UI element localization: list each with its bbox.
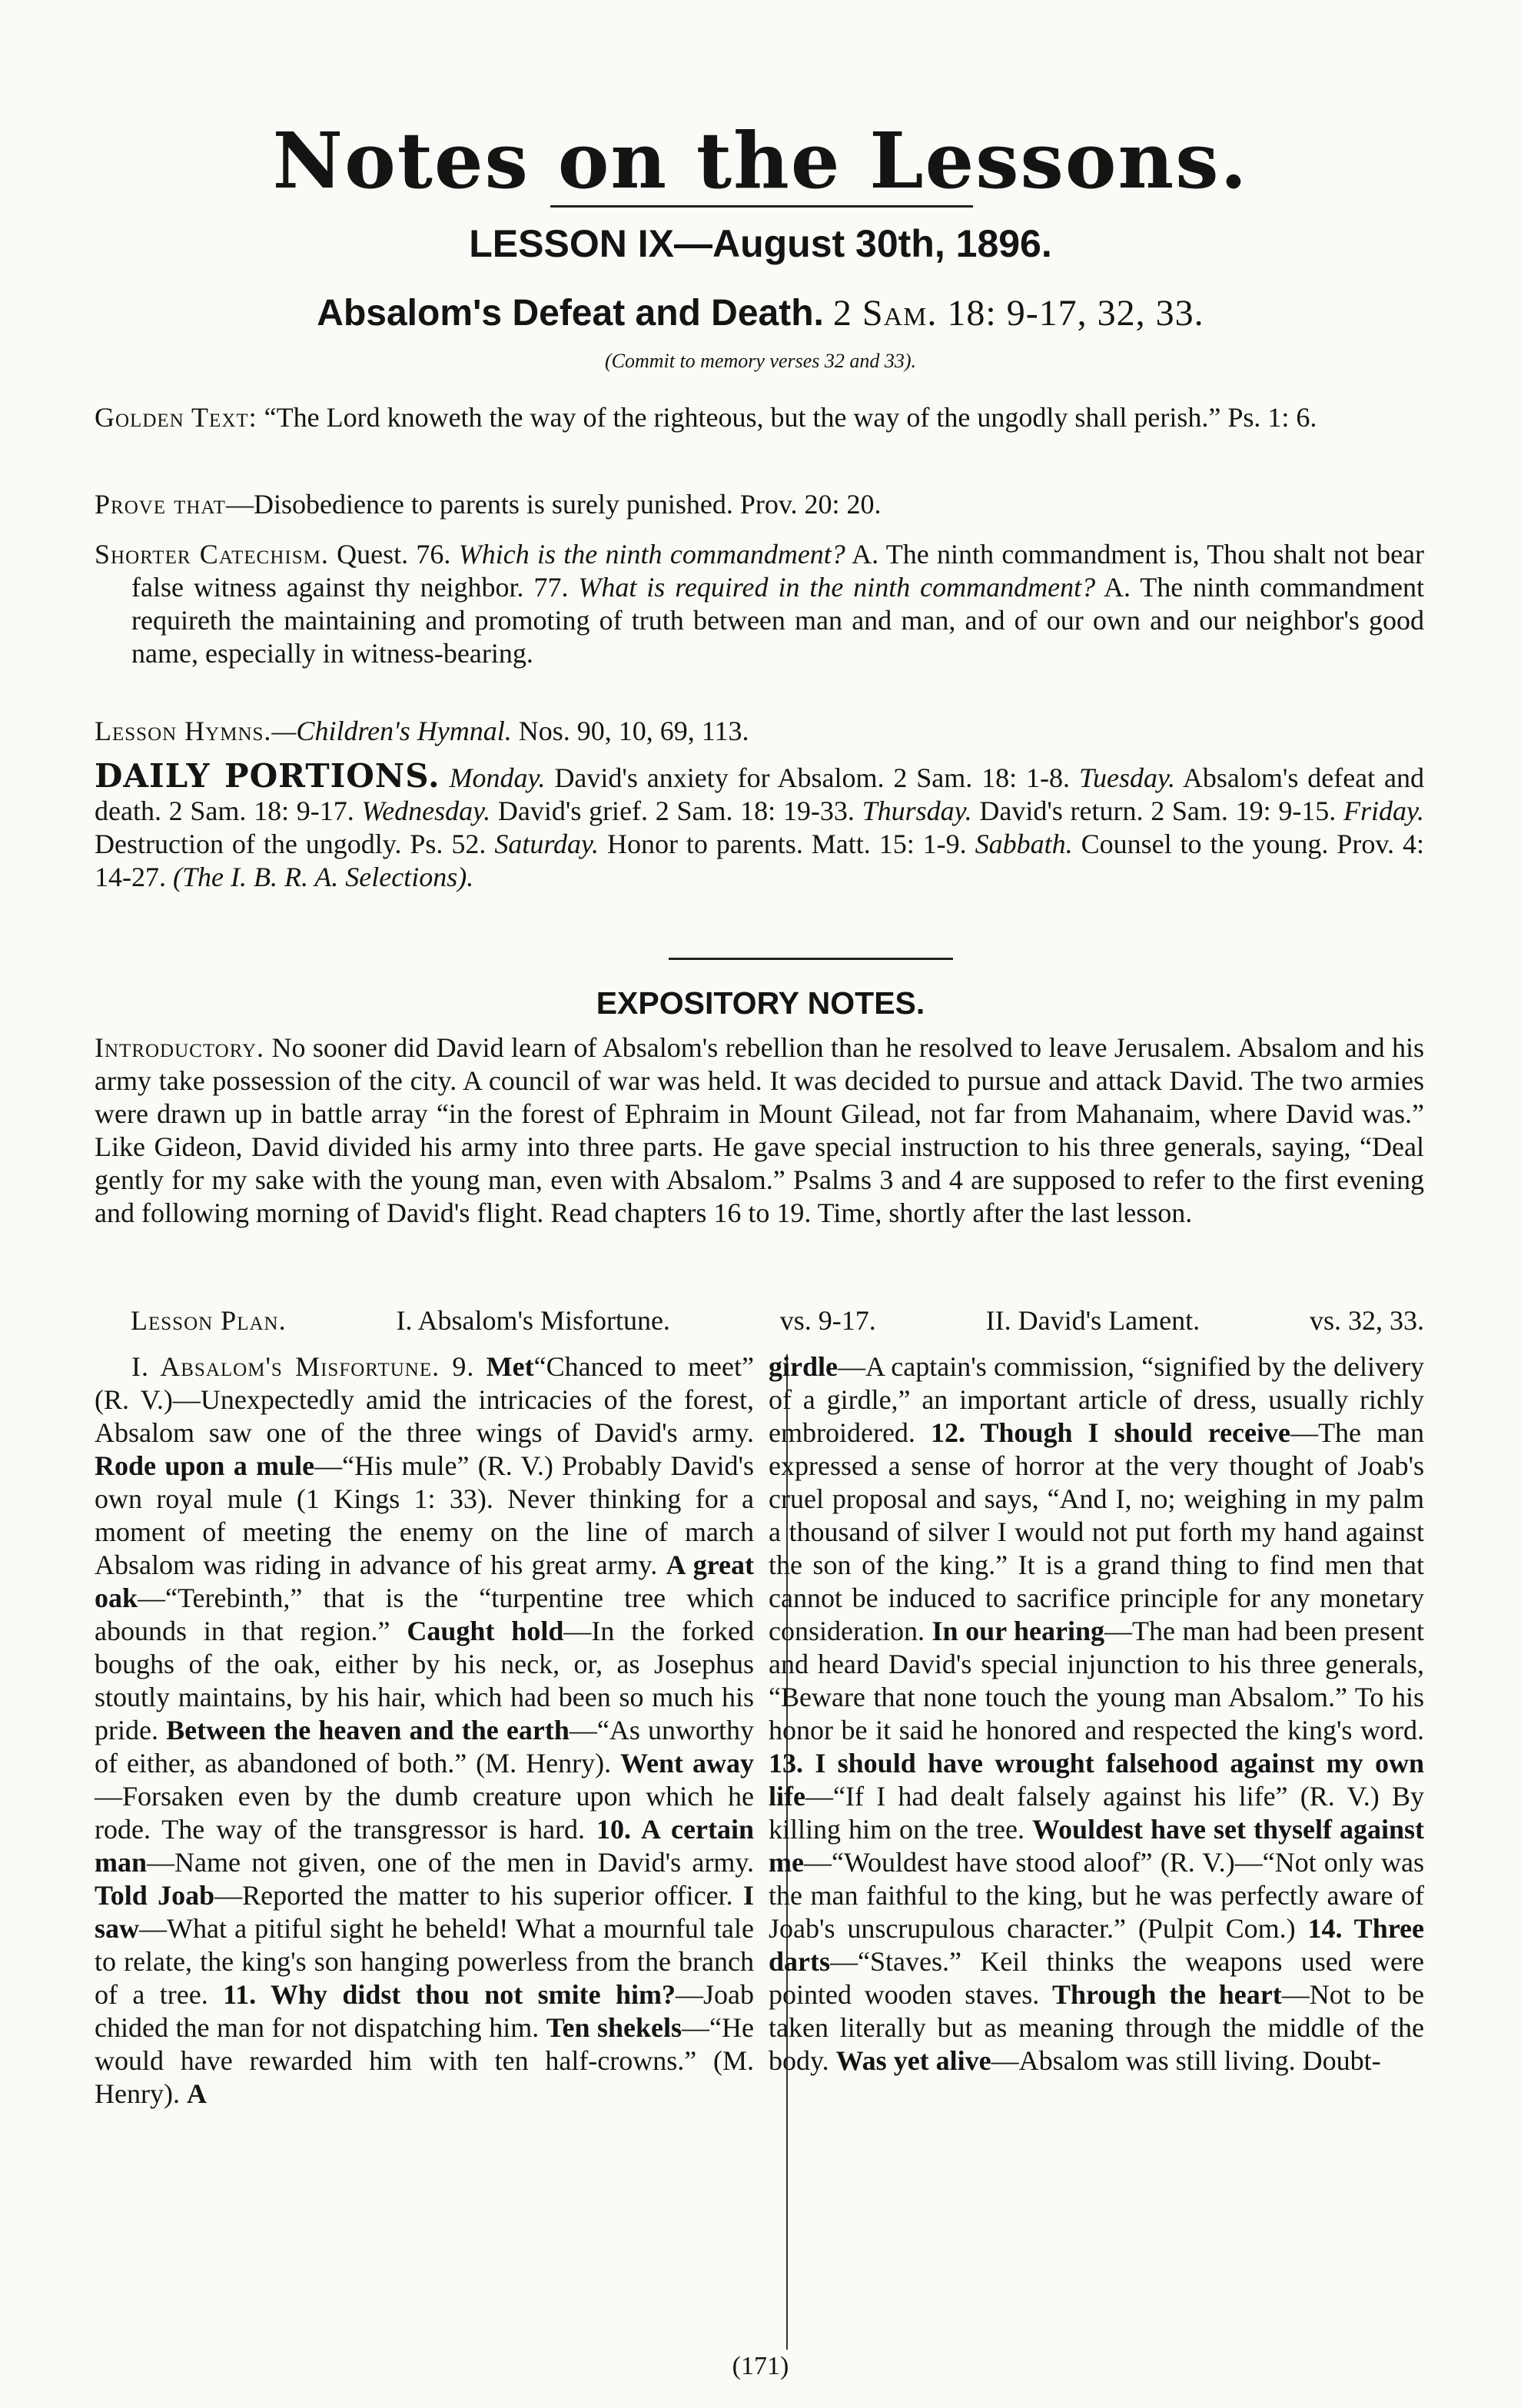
note-text: —Reported the matter to his superior officer.: [214, 1880, 733, 1911]
lesson-plan: [131, 1304, 1424, 1337]
note-keyword: 13. I should have wrought falsehood against my own life: [769, 1748, 1424, 1812]
scripture-reference: 2 Sam. 18: 9-17, 32, 33.: [832, 293, 1204, 334]
introductory-label: Introductory.: [95, 1032, 265, 1063]
note-keyword: 14. Three darts: [769, 1913, 1424, 1977]
prove-that-label: Prove that: [95, 489, 226, 520]
day-wednesday: Wednesday.: [361, 795, 491, 826]
subject-title: Absalom's Defeat and Death.: [317, 293, 824, 334]
lesson-hymns: [95, 715, 1424, 748]
day-wednesday-text: David's grief. 2 Sam. 18: 19-33.: [497, 795, 855, 826]
note-text: —“He would have rewarded him with ten half-crowns.” (M. Henry).: [95, 2012, 755, 2109]
golden-text-body: “The Lord knoweth the way of the righteous, but the way of the ungodly shall perish.” Ps. 1: 6.: [264, 402, 1317, 433]
lesson-plan-part-2-ref: vs. 32, 33.: [1309, 1305, 1424, 1336]
day-friday-text: Destruction of the ungodly. Ps. 52.: [95, 829, 487, 859]
lesson-plan-part-2: II. David's Lament.: [985, 1305, 1201, 1336]
note-text: “Chanced to meet” (R. V.)—Unexpectedly amid the intricacies of the forest, Absalom saw one of the three wings of David's army.: [95, 1351, 754, 1448]
note-text: —Forsaken even by the dumb creature upon which he rode. The way of the transgressor is hard.: [95, 1781, 754, 1845]
note-text: —A captain's commission, “signified by the delivery of a girdle,” an important article of dress, usually richly embroidered.: [769, 1351, 1424, 1448]
right-column-text: [769, 1350, 1424, 2078]
note-text: —“Terebinth,” that is the “turpentine tree which abounds in that region.”: [95, 1583, 754, 1646]
day-saturday: Saturday.: [494, 829, 599, 859]
expository-notes-heading: EXPOSITORY NOTES.: [596, 985, 925, 1021]
section-head-misfortune: I. Absalom's Misfortune. 9.: [131, 1351, 475, 1382]
note-keyword: Went away: [620, 1748, 755, 1779]
note-keyword: A: [186, 2078, 207, 2109]
note-text: —Not to be taken literally but as meaning through the middle of the body.: [769, 1979, 1425, 2076]
catechism-q77-label: 77.: [533, 572, 569, 603]
day-monday: Monday.: [449, 762, 546, 793]
day-tuesday: Tuesday.: [1078, 762, 1175, 793]
lesson-plan-label: Lesson Plan.: [131, 1305, 287, 1336]
right-column: [769, 1350, 1424, 2078]
golden-text: [95, 401, 1424, 434]
note-keyword: In our hearing: [932, 1616, 1104, 1646]
catechism-q76-answer: A. The ninth commandment is, Thou shalt not bear false witness against thy neighbor.: [131, 539, 1425, 603]
day-thursday-text: David's return. 2 Sam. 19: 9-15.: [979, 795, 1337, 826]
note-text: —“If I had dealt falsely against his life” (R. V.) By killing him on the tree.: [769, 1781, 1424, 1845]
shorter-catechism: [95, 538, 1424, 670]
catechism-q76-question: Which is the ninth commandment?: [458, 539, 845, 570]
catechism-q77-answer: A. The ninth commandment requireth the maintaining and promoting of truth between man and man, and of our own and our neighbor's good name, especially in witness-bearing.: [131, 572, 1425, 669]
note-text: —In the forked boughs of the oak, either by his neck, or, as Josephus stoutly maintains, by his hair, which had been so much his pride.: [95, 1616, 755, 1745]
hymns-book: —Children's Hymnal.: [271, 716, 512, 746]
note-keyword: I saw: [95, 1880, 754, 1944]
page-number: (171): [732, 2352, 789, 2380]
catechism-label: Shorter Catechism.: [95, 539, 329, 570]
title-rule: [550, 205, 973, 208]
day-monday-text: David's anxiety for Absalom. 2 Sam. 18: 1-8.: [554, 762, 1071, 793]
memory-note: (Commit to memory verses 32 and 33).: [604, 350, 917, 372]
left-column-text: [95, 1350, 754, 2111]
day-sabbath: Sabbath.: [975, 829, 1073, 859]
day-friday: Friday.: [1343, 795, 1425, 826]
note-text: —Name not given, one of the men in David's army.: [147, 1847, 754, 1878]
prove-that: [95, 488, 1424, 521]
note-text: —What a pitiful sight he beheld! What a mournful tale to relate, the king's son hanging powerless from the branch of a tree.: [95, 1913, 754, 2010]
lesson-plan-part-1: I. Absalom's Misfortune.: [396, 1305, 670, 1336]
hymns-label: Lesson Hymns.: [95, 716, 272, 746]
catechism-q76-label: Quest. 76.: [337, 539, 451, 570]
note-keyword: 11. Why didst thou not smite him?: [223, 1979, 676, 2010]
day-thursday: Thursday.: [862, 795, 972, 826]
golden-text-label: Golden Text:: [95, 402, 257, 433]
day-saturday-text: Honor to parents. Matt. 15: 1-9.: [606, 829, 967, 859]
note-keyword: Between the heaven and the earth: [166, 1715, 570, 1745]
note-keyword: Ten shekels: [546, 2012, 682, 2043]
left-column: [95, 1350, 754, 2111]
introductory-paragraph: [95, 1031, 1424, 1230]
lesson-subject: [0, 292, 1521, 334]
introductory-text: No sooner did David learn of Absalom's rebellion than he resolved to leave Jerusalem. Absalom and his army take possession of the city. A council of war was held. It was decided to pursue and attack David. The two armies were drawn up in battle array “in the forest of Ephraim in Mount Gilead, not far from Mahanaim, where David was.” Like Gideon, David divided his army into three parts. He gave special instruction to his three generals, saying, “Deal gently for my sake with the young man, even with Absalom.” Psalms 3 and 4 are supposed to refer to the first evening and following morning of David's flight. Read chapters 16 to 19. Time, shortly after the last lesson.: [95, 1032, 1425, 1228]
note-text: —Absalom was still living. Doubt-: [991, 2045, 1381, 2076]
note-keyword: 10. A certain man: [95, 1814, 754, 1878]
note-text: —“As unworthy of either, as abandoned of both.” (M. Henry).: [95, 1715, 754, 1779]
note-keyword: A great oak: [95, 1549, 755, 1613]
note-keyword: Wouldest have set thyself against me: [769, 1814, 1424, 1878]
note-keyword: Told Joab: [95, 1880, 215, 1911]
note-keyword: Was yet alive: [835, 2045, 991, 2076]
note-text: —“Wouldest have stood aloof” (R. V.)—“Not only was the man faithful to the king, but he was perfectly aware of Joab's unscrupulous character.” (Pulpit Com.): [769, 1847, 1424, 1944]
note-keyword: Met: [486, 1351, 534, 1382]
note-text: —“His mule” (R. V.) Probably David's own royal mule (1 Kings 1: 33). Never thinking for a moment of meeting the enemy on the line of march Absalom was riding in advance of his great army.: [95, 1450, 755, 1580]
day-sabbath-text: Counsel to the young. Prov. 4: 14-27.: [95, 829, 1424, 892]
note-keyword: Rode upon a mule: [95, 1450, 315, 1481]
note-text: —“Staves.” Keil thinks the weapons used were pointed wooden staves.: [769, 1946, 1424, 2010]
day-tuesday-text: Absalom's defeat and death. 2 Sam. 18: 9-17.: [95, 762, 1425, 826]
daily-portions: [95, 759, 1424, 894]
hymns-numbers: Nos. 90, 10, 69, 113.: [518, 716, 749, 746]
note-keyword: 12. Though I should receive: [930, 1417, 1290, 1448]
note-keyword: girdle: [769, 1351, 838, 1382]
daily-portions-label: DAILY PORTIONS.: [95, 757, 440, 795]
daily-portions-source: (The I. B. R. A. Selections).: [173, 862, 474, 892]
note-text: —Joab chided the man for not dispatching him.: [95, 1979, 755, 2043]
note-text: —The man had been present and heard David's special injunction to his three generals, “Beware that none touch the young man Absalom.” To his honor be it said he honored and respected the king's word.: [769, 1616, 1425, 1745]
lesson-plan-part-1-ref: vs. 9-17.: [779, 1305, 876, 1336]
note-keyword: Caught hold: [407, 1616, 564, 1646]
section-rule: [669, 958, 953, 960]
note-keyword: Through the heart: [1051, 1979, 1282, 2010]
note-text: —The man expressed a sense of horror at the very thought of Joab's cruel proposal and says, “And I, no; weighing in my palm a thousand of silver I would not put forth my hand against the son of the king.” It is a grand thing to find men that cannot be induced to sacrifice principle for any monetary consideration.: [769, 1417, 1424, 1646]
lesson-heading: LESSON IX—August 30th, 1896.: [469, 222, 1052, 265]
page-title: Notes on the Lessons.: [272, 115, 1249, 206]
catechism-q77-question: What is required in the ninth commandment?: [578, 572, 1096, 603]
prove-that-body: —Disobedience to parents is surely punished. Prov. 20: 20.: [225, 489, 882, 520]
